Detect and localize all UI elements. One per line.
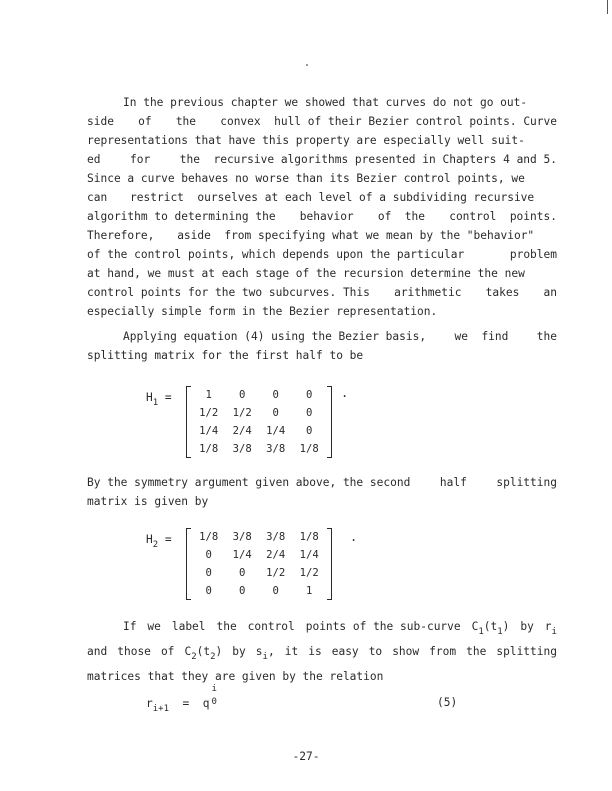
left-bracket	[186, 386, 191, 458]
matrix-h1-grid	[192, 386, 326, 458]
matrix-h2-grid	[192, 528, 326, 600]
text-line: and those of $C_2(t_2)$ by $s_i$, it is easy to show from the splitting	[87, 645, 557, 662]
text-line: In the previous chapter we showed that curves do not go out-	[123, 96, 528, 109]
text-line: splitting matrix for the first half to be	[87, 349, 364, 362]
matrix-h1-cell: 0	[272, 389, 279, 401]
text-line: Therefore, aside from specifying what we mean by the "behavior"	[87, 229, 535, 242]
matrix-h2-cell: 0	[205, 549, 212, 561]
scan-edge-mark	[607, 0, 608, 14]
matrix-h2-cell: 1/4	[232, 549, 252, 561]
matrix-h2-cell: 0	[239, 585, 246, 597]
matrix-h1-cell: 1/8	[299, 443, 319, 455]
matrix-h2-cell: 3/8	[232, 531, 252, 543]
text-line: ed for the recursive algorithms presented in Chapters 4 and 5.	[87, 153, 557, 166]
text-line: at hand, we must at each stage of the recursion determine the new	[87, 267, 525, 280]
equation-5: $r_{i+1} = q$ i 0	[146, 684, 217, 714]
matrix-h1-cell: 1/4	[266, 425, 286, 437]
matrix-h1	[186, 386, 332, 458]
text-line: By the symmetry argument given above, the second half splitting	[87, 476, 557, 489]
paragraph-3	[87, 473, 557, 511]
text-line: matrix is given by	[87, 495, 209, 508]
text-line: control points for the two subcurves. This arithmetic takes an	[87, 286, 557, 299]
text-line: algorithm to determining the behavior of the control points.	[87, 210, 557, 223]
matrix-h2-cell: 0	[205, 567, 212, 579]
matrix-h1-cell: 1/2	[199, 407, 219, 419]
paragraph-2	[87, 327, 557, 365]
matrix-h2-cell: 1	[306, 585, 313, 597]
text-line: matrices that they are given by the relation	[87, 670, 384, 683]
text-line: side of the convex hull of their Bezier control points. Curve	[87, 115, 557, 128]
text-line: Since a curve behaves no worse than its Bezier control points, we	[87, 172, 525, 185]
paragraph-1	[87, 93, 557, 321]
page-number: -27-	[292, 750, 320, 763]
matrix-h2-cell: 1/8	[299, 531, 319, 543]
matrix-h1-cell: 1/2	[232, 407, 252, 419]
matrix-h1-cell: 1/8	[199, 443, 219, 455]
matrix-h1-cell: 0	[239, 389, 246, 401]
scan-speck	[306, 64, 308, 66]
matrix-h1-cell: 0	[306, 407, 313, 419]
matrix-h2-period: .	[350, 530, 358, 544]
matrix-h2-cell: 3/8	[266, 531, 286, 543]
matrix-h2-cell: 1/2	[299, 567, 319, 579]
paragraph-4	[87, 617, 557, 686]
matrix-h2-cell: 1/4	[299, 549, 319, 561]
right-bracket	[327, 528, 332, 600]
matrix-h2-cell: 0	[272, 585, 279, 597]
matrix-h1-cell: 1	[205, 389, 212, 401]
text-line: can restrict ourselves at each level of a subdividing recursive	[87, 191, 535, 204]
matrix-h1-cell: 3/8	[266, 443, 286, 455]
text-line: If we label the control points of the sub-curve $C_1(t_1)$ by $r_i$	[123, 620, 557, 637]
equation-5-number: (5)	[437, 696, 458, 709]
matrix-h2-cell: 1/8	[199, 531, 219, 543]
matrix-h1-cell: 0	[306, 389, 313, 401]
text-line: especially simple form in the Bezier representation.	[87, 305, 438, 318]
text-line: representations that have this property are especially well suit-	[87, 134, 525, 147]
matrix-h2	[186, 528, 332, 600]
matrix-h1-cell: 2/4	[232, 425, 252, 437]
matrix-h1-cell: 3/8	[232, 443, 252, 455]
matrix-h1-label: $H_1$ =	[146, 391, 172, 408]
matrix-h2-cell: 0	[239, 567, 246, 579]
matrix-h2-label: $H_2$ =	[146, 533, 172, 550]
matrix-h2-cell: 0	[205, 585, 212, 597]
matrix-h1-period: .	[341, 386, 349, 400]
matrix-h1-cell: 0	[272, 407, 279, 419]
matrix-h1-cell: 0	[306, 425, 313, 437]
right-bracket	[327, 386, 332, 458]
matrix-h1-cell: 1/4	[199, 425, 219, 437]
left-bracket	[186, 528, 191, 600]
text-line: Applying equation (4) using the Bezier basis, we find the	[123, 330, 557, 343]
matrix-h2-cell: 2/4	[266, 549, 286, 561]
matrix-h2-cell: 1/2	[266, 567, 286, 579]
text-line: of the control points, which depends upon the particular problem	[87, 248, 557, 261]
